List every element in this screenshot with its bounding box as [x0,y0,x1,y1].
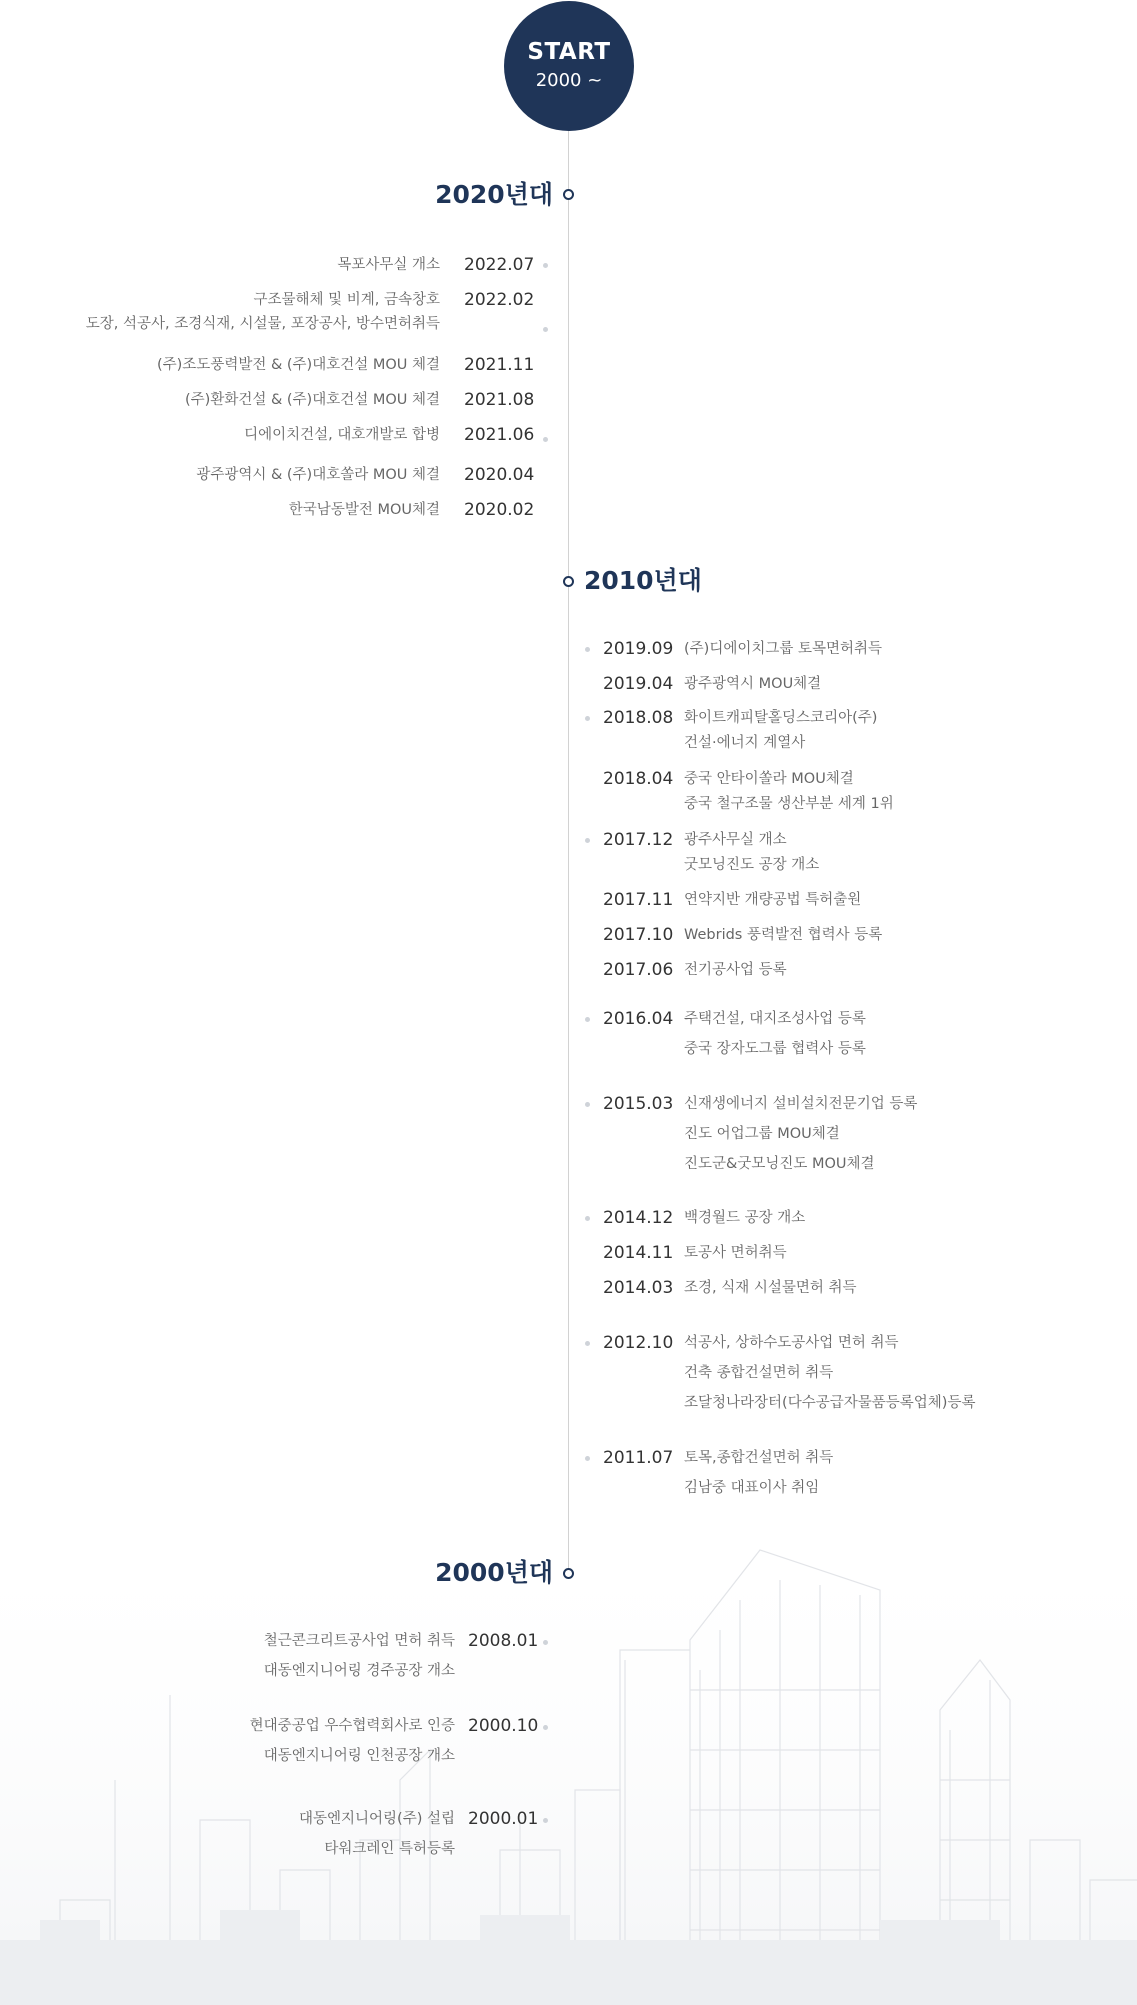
entry-description: 현대중공업 우수협력회사로 인증 [249,1718,455,1734]
entry-description: 중국 안타이쏠라 MOU체결 [684,771,854,787]
entry-description-line: 중국 철구조물 생산부분 세계 1위 [684,796,894,812]
entry-dot [585,1341,590,1346]
entry-description-line: 대동엔지니어링 경주공장 개소 [263,1663,455,1679]
entry-dot [543,1725,548,1730]
entry-description-line: 조달청나라장터(다수공급자물품등록업체)등록 [684,1395,976,1411]
entry-year: 2020.04 [464,465,535,485]
entry-dot [585,716,590,721]
entry-year: 2014.03 [603,1278,674,1298]
entry-dot [543,437,548,442]
entry-year: 2017.12 [603,830,674,850]
entry-description-line: 중국 장자도그룹 협력사 등록 [684,1041,866,1057]
entry-description: 토목,종합건설면허 취득 [684,1450,834,1466]
decade-marker-2010s [563,576,574,587]
start-year: 2000 ~ [535,70,603,91]
entry-dot [585,1456,590,1461]
entry-year: 2021.11 [464,355,535,375]
entry-dot [585,647,590,652]
entry-description: 철근콘크리트공사업 면허 취득 [263,1633,455,1649]
entry-description: 석공사, 상하수도공사업 면허 취득 [684,1335,899,1351]
entry-description-line2: 도장, 석공사, 조경식재, 시설물, 포장공사, 방수면허취득 [85,316,440,332]
entry-year: 2018.04 [603,769,674,789]
entry-dot [585,1102,590,1107]
entry-description: (주)환화건설 & (주)대호건설 MOU 체결 [185,392,440,408]
entry-description: 화이트캐피탈홀딩스코리아(주) [684,710,878,726]
entry-year: 2015.03 [603,1094,674,1114]
entry-description-line: 타워크레인 특허등록 [324,1841,455,1857]
timeline-line [568,120,569,1570]
entry-description: (주)디에이치그룹 토목면허취득 [684,641,883,657]
entry-year: 2014.11 [603,1243,674,1263]
entry-description-line: 진도군&굿모닝진도 MOU체결 [684,1156,875,1172]
decade-title-2010s: 2010년대 [584,566,702,595]
entry-description: Webrids 풍력발전 협력사 등록 [684,927,883,943]
entry-description-line: 진도 어업그룹 MOU체결 [684,1126,840,1142]
start-label: START [527,39,611,65]
entry-description: 신재생에너지 설비설치전문기업 등록 [684,1096,918,1112]
entry-year: 2008.01 [468,1631,539,1651]
entry-year: 2017.11 [603,890,674,910]
entry-dot [585,1216,590,1221]
start-badge [504,1,634,131]
entry-description-line: 굿모닝진도 공장 개소 [684,857,820,873]
entry-year: 2016.04 [603,1009,674,1029]
entry-description: 광주광역시 & (주)대호쏠라 MOU 체결 [196,467,440,483]
entry-year: 2000.10 [468,1716,539,1736]
cityscape-illustration [0,1520,1137,2005]
entry-year: 2020.02 [464,500,535,520]
entry-description: 대동엔지니어링(주) 설립 [299,1811,455,1827]
entry-dot [585,838,590,843]
entry-description-line: 건축 종합건설면허 취득 [684,1365,834,1381]
entry-description: 백경월드 공장 개소 [684,1210,806,1226]
entry-year: 2019.04 [603,674,674,694]
entry-year: 2019.09 [603,639,674,659]
entry-description-line: 대동엔지니어링 인천공장 개소 [263,1748,455,1764]
entry-year: 2022.02 [464,290,535,310]
entry-dot [543,1818,548,1823]
entry-dot [585,1017,590,1022]
entry-description-line: 건설·에너지 계열사 [684,735,806,751]
entry-description: 주택건설, 대지조성사업 등록 [684,1011,866,1027]
entry-year: 2022.07 [464,255,535,275]
entry-description: (주)조도풍력발전 & (주)대호건설 MOU 체결 [156,357,440,373]
entry-year: 2017.06 [603,960,674,980]
entry-description: 토공사 면허취득 [684,1245,787,1261]
entry-description: 연약지반 개량공법 특허출원 [684,892,862,908]
decade-marker-2020s [563,189,574,200]
entry-description: 전기공사업 등록 [684,962,787,978]
decade-marker-2000s [563,1568,574,1579]
entry-year: 2000.01 [468,1809,539,1829]
decade-title-2000s: 2000년대 [435,1558,553,1587]
entry-description: 구조물해체 및 비계, 금속창호 [253,292,440,308]
entry-year: 2017.10 [603,925,674,945]
entry-description: 디에이치건설, 대호개발로 합병 [244,427,440,443]
entry-description: 광주사무실 개소 [684,832,787,848]
entry-description: 조경, 식재 시설물면허 취득 [684,1280,857,1296]
entry-description: 광주광역시 MOU체결 [684,676,822,692]
entry-description-line: 김남중 대표이사 취임 [684,1480,820,1496]
entry-description: 한국남동발전 MOU체결 [288,502,440,518]
entry-year: 2011.07 [603,1448,674,1468]
entry-year: 2021.08 [464,390,535,410]
entry-year: 2012.10 [603,1333,674,1353]
entry-dot [543,327,548,332]
entry-year: 2014.12 [603,1208,674,1228]
entry-description: 목포사무실 개소 [337,257,440,273]
entry-year: 2018.08 [603,708,674,728]
entry-year: 2021.06 [464,425,535,445]
entry-dot [543,263,548,268]
entry-dot [543,1640,548,1645]
decade-title-2020s: 2020년대 [435,180,553,209]
